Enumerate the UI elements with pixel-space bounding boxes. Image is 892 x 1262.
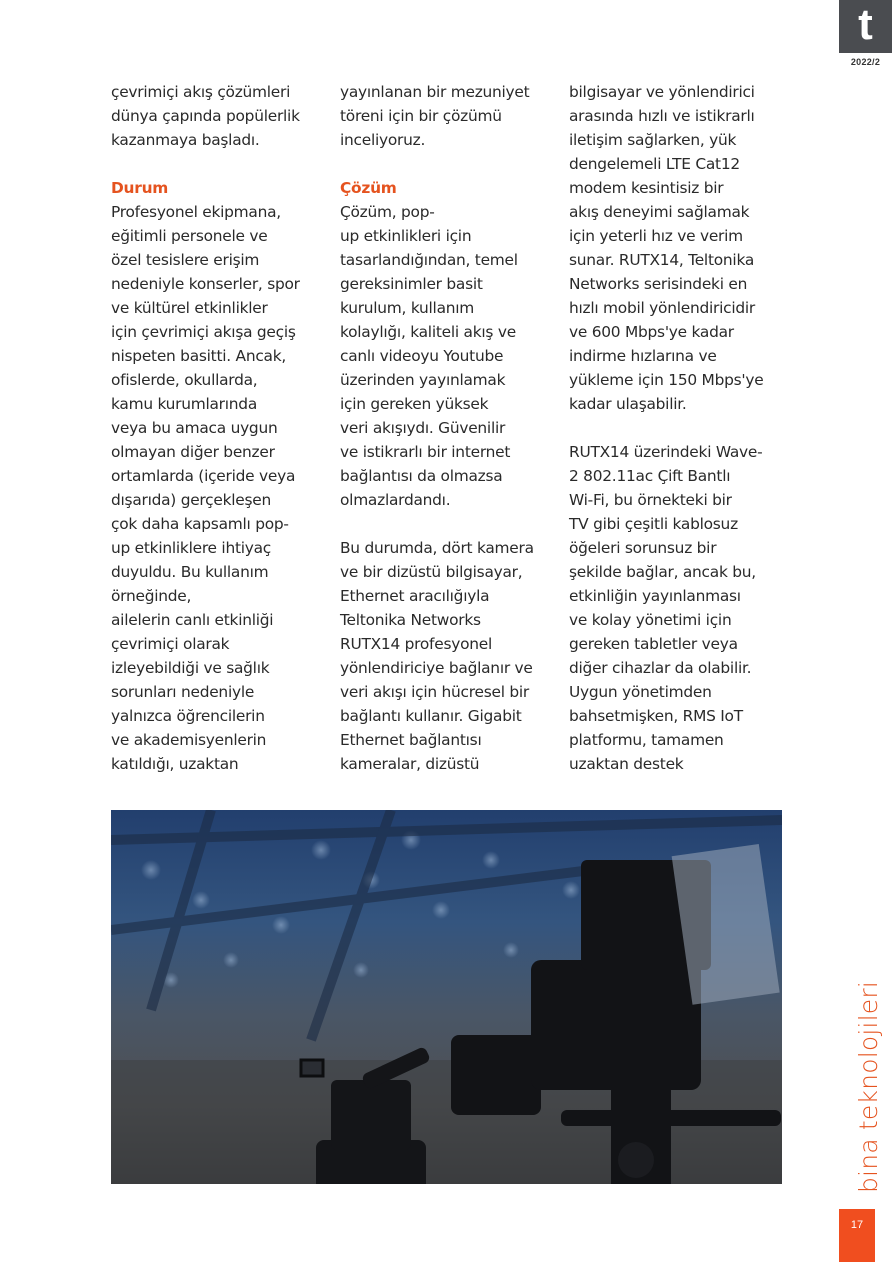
text-line: bahsetmişken, RMS IoT [569,707,743,725]
text-line: için yeterli hız ve verim [569,227,743,245]
text-line: yükleme için 150 Mbps'ye [569,371,764,389]
text-line: yayınlanan bir mezuniyet [340,83,530,101]
text-line: şekilde bağlar, ancak bu, [569,563,756,581]
text-line: akış deneyimi sağlamak [569,203,750,221]
text-line: sunar. RUTX14, Teltonika [569,251,755,269]
text-line: Bu durumda, dört kamera [340,539,534,557]
text-line: kamu kurumlarında [111,395,257,413]
text-line: RUTX14 üzerindeki Wave- [569,443,763,461]
paragraph-gap [340,512,565,536]
text-line: için çevrimiçi akışa geçiş [111,323,296,341]
text-line: üzerinden yayınlamak [340,371,506,389]
text-line: TV gibi çeşitli kablosuz [569,515,738,533]
text-line: bağlantı kullanır. Gigabit [340,707,522,725]
text-line: etkinliğin yayınlanması [569,587,741,605]
paragraph [569,80,794,416]
text-line: ofislerde, okullarda, [111,371,258,389]
text-line: Profesyonel ekipmana, [111,203,281,221]
text-line: dengelemeli LTE Cat12 [569,155,740,173]
text-line: çevrimiçi akış çözümleri [111,83,291,101]
text-line: uzaktan destek [569,755,684,773]
camera-photo [111,810,782,1184]
section-title: bina teknolojileri [854,980,883,1193]
text-line: Networks serisindeki en [569,275,748,293]
text-line: ve istikrarlı bir internet [340,443,511,461]
paragraph [569,440,794,776]
text-line: Ethernet bağlantısı [340,731,482,749]
text-line: için gereken yüksek [340,395,489,413]
text-line: veya bu amaca uygun [111,419,278,437]
text-line: up etkinlikleri için [340,227,472,245]
text-line: canlı videoyu Youtube [340,347,504,365]
text-line: kameralar, dizüstü [340,755,480,773]
text-line: bilgisayar ve yönlendirici [569,83,755,101]
text-line: ortamlarda (içeride veya [111,467,296,485]
paragraph [340,536,565,776]
text-line: inceliyoruz. [340,131,426,149]
text-line: olmazlardandı. [340,491,451,509]
text-line: kadar ulaşabilir. [569,395,687,413]
text-line: 2 802.11ac Çift Bantlı [569,467,731,485]
paragraph [111,200,336,776]
paragraph [340,200,565,512]
text-line: platformu, tamamen [569,731,724,749]
text-line: öğeleri sorunsuz bir [569,539,717,557]
text-line: up etkinliklere ihtiyaç [111,539,272,557]
text-line: yönlendiriciye bağlanır ve [340,659,533,677]
text-line: Uygun yönetimden [569,683,712,701]
text-line: veri akışıydı. Güvenilir [340,419,506,437]
text-line: ve bir dizüstü bilgisayar, [340,563,523,581]
paragraph-gap [111,152,336,176]
paragraph-gap [340,152,565,176]
text-line: nedeniyle konserler, spor [111,275,300,293]
section-heading: Durum [111,179,169,197]
paragraph [340,80,565,152]
text-line: arasında hızlı ve istikrarlı [569,107,755,125]
text-line: Teltonika Networks [340,611,481,629]
text-line: sorunları nedeniyle [111,683,255,701]
text-column-3 [569,80,794,776]
text-line: gereksinimler basit [340,275,483,293]
text-line: indirme hızlarına ve [569,347,717,365]
text-line: yalnızca öğrencilerin [111,707,265,725]
text-line: Çözüm, pop- [340,203,435,221]
text-line: olmayan diğer benzer [111,443,275,461]
text-line: özel tesislere erişim [111,251,260,269]
text-line: töreni için bir çözümü [340,107,502,125]
text-line: eğitimli personele ve [111,227,268,245]
text-line: ailelerin canlı etkinliği [111,611,274,629]
magazine-logo [839,0,892,53]
text-line: tasarlandığından, temel [340,251,518,269]
logo-letter: t [858,0,873,49]
text-line: duyuldu. Bu kullanım [111,563,269,581]
text-line: kolaylığı, kaliteli akış ve [340,323,516,341]
text-line: veri akışı için hücresel bir [340,683,529,701]
text-line: ve kültürel etkinlikler [111,299,268,317]
text-line: ve akademisyenlerin [111,731,267,749]
text-line: iletişim sağlarken, yük [569,131,737,149]
text-line: izleyebildiği ve sağlık [111,659,270,677]
text-line: RUTX14 profesyonel [340,635,492,653]
page-number-box [839,1209,875,1262]
section-heading: Çözüm [340,179,397,197]
text-line: kazanmaya başladı. [111,131,260,149]
text-line: dünya çapında popülerlik [111,107,300,125]
page-number: 17 [850,1219,864,1231]
text-column-2 [340,80,565,776]
text-column-1 [111,80,336,776]
text-line: bağlantısı da olmazsa [340,467,503,485]
text-line: Wi-Fi, bu örnekteki bir [569,491,732,509]
text-line: örneğinde, [111,587,192,605]
paragraph-gap [569,416,794,440]
text-line: modem kesintisiz bir [569,179,724,197]
text-line: diğer cihazlar da olabilir. [569,659,752,677]
text-line: Ethernet aracılığıyla [340,587,490,605]
text-line: dışarıda) gerçekleşen [111,491,272,509]
paragraph [111,80,336,152]
text-line: çevrimiçi olarak [111,635,230,653]
text-line: hızlı mobil yönlendiricidir [569,299,755,317]
camera-photo-illustration [111,810,782,1184]
text-line: çok daha kapsamlı pop- [111,515,289,533]
text-line: ve kolay yönetimi için [569,611,732,629]
text-line: katıldığı, uzaktan [111,755,239,773]
text-line: kurulum, kullanım [340,299,475,317]
text-line: gereken tabletler veya [569,635,738,653]
issue-label: 2022/2 [850,57,881,67]
text-line: nispeten basitti. Ancak, [111,347,287,365]
text-line: ve 600 Mbps'ye kadar [569,323,734,341]
